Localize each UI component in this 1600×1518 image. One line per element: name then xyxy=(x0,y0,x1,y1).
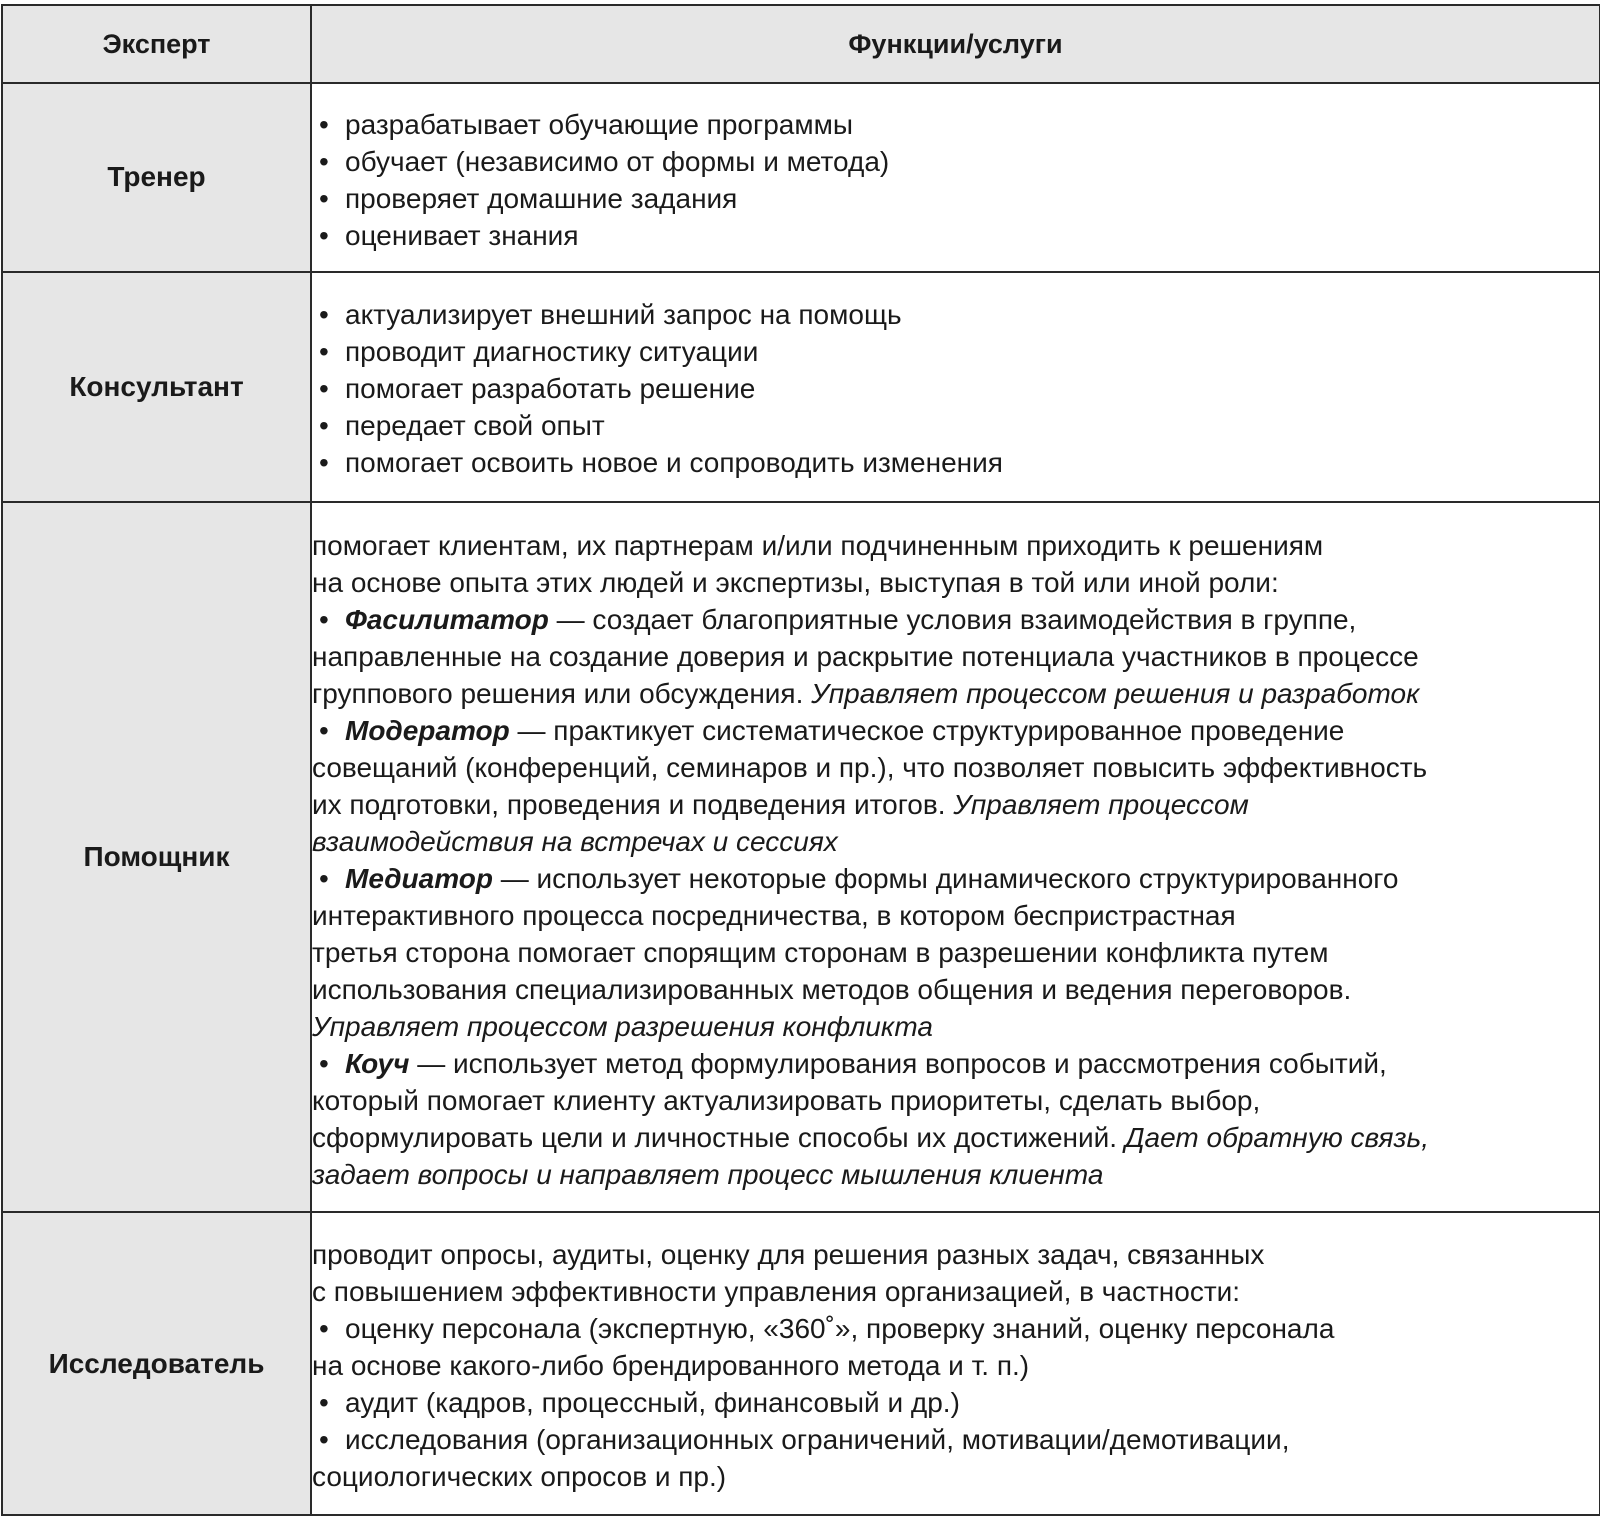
functions-consultant xyxy=(311,272,1600,503)
role-desc: — использует метод формулирования вопросов и рассмотрения событий, xyxy=(409,1048,1387,1080)
role-facilitator xyxy=(312,601,1599,638)
role-summary: Дает обратную связь, xyxy=(1124,1122,1430,1154)
expert-name-consultant: Консультант xyxy=(2,272,311,503)
list-item: • помогает освоить новое и сопроводить изменения xyxy=(312,444,1599,481)
role-desc-line: третья сторона помогает спорящим сторонам в разрешении конфликта путем xyxy=(312,937,1329,969)
table-row-consultant xyxy=(2,272,1600,503)
role-desc-line xyxy=(312,675,1599,712)
role-summary-line: взаимодействия на встречах и сессиях xyxy=(312,826,838,858)
role-desc-line xyxy=(312,786,1599,823)
role-coach xyxy=(312,1045,1599,1082)
expert-name-helper: Помощник xyxy=(2,502,311,1212)
list-item: • оценивает знания xyxy=(312,217,1599,254)
list-item: на основе какого-либо брендированного метода и т. п.) xyxy=(312,1350,1030,1382)
table-row-trainer xyxy=(2,83,1600,272)
experts-table xyxy=(1,4,1600,1516)
intro-line: на основе опыта этих людей и экспертизы, выступая в той или иной роли: xyxy=(312,567,1279,599)
role-term: Фасилитатор xyxy=(345,604,549,636)
list-item: • аудит (кадров, процессный, финансовый и др.) xyxy=(312,1384,1599,1421)
role-term: Коуч xyxy=(345,1048,410,1080)
role-desc-line: направленные на создание доверия и раскрытие потенциала участников в процессе xyxy=(312,641,1419,673)
header-functions: Функции/услуги xyxy=(311,5,1600,83)
header-row xyxy=(2,5,1600,83)
list-item: • оценку персонала (экспертную, «360˚», проверку знаний, оценку персонала xyxy=(312,1310,1599,1347)
list-item: • исследования (организационных ограничений, мотивации/демотивации, xyxy=(312,1421,1599,1458)
role-summary-line: Управляет процессом разрешения конфликта xyxy=(312,1011,933,1043)
header-expert: Эксперт xyxy=(2,5,311,83)
role-desc: — практикует систематическое структурированное проведение xyxy=(509,715,1345,747)
role-desc-line: интерактивного процесса посредничества, в котором беспристрастная xyxy=(312,900,1236,932)
role-desc: группового решения или обсуждения. xyxy=(312,678,812,710)
table-row-researcher xyxy=(2,1212,1600,1515)
expert-name-researcher: Исследователь xyxy=(2,1212,311,1515)
role-desc: — использует некоторые формы динамического структурированного xyxy=(492,863,1399,895)
role-desc-line: совещаний (конференций, семинаров и пр.), что позволяет повысить эффективность xyxy=(312,752,1428,784)
role-moderator xyxy=(312,712,1599,749)
role-desc-line: который помогает клиенту актуализировать приоритеты, сделать выбор, xyxy=(312,1085,1261,1117)
list-item: • разрабатывает обучающие программы xyxy=(312,106,1599,143)
list-item: • обучает (независимо от формы и метода) xyxy=(312,143,1599,180)
role-desc: — создает благоприятные условия взаимодействия в группе, xyxy=(548,604,1357,636)
role-summary-line: задает вопросы и направляет процесс мышления клиента xyxy=(312,1159,1104,1191)
list-item: • передает свой опыт xyxy=(312,407,1599,444)
list-item: • актуализирует внешний запрос на помощь xyxy=(312,296,1599,333)
list-item: социологических опросов и пр.) xyxy=(312,1461,727,1493)
expert-name-trainer: Тренер xyxy=(2,83,311,272)
functions-researcher xyxy=(311,1212,1600,1515)
role-term: Модератор xyxy=(345,715,510,747)
list-item: проводит опросы, аудиты, оценку для решения разных задач, связанных xyxy=(312,1239,1265,1271)
role-summary: Управляет процессом xyxy=(953,789,1249,821)
role-term: Медиатор xyxy=(345,863,493,895)
list-item: • помогает разработать решение xyxy=(312,370,1599,407)
role-mediator xyxy=(312,860,1599,897)
table-row-helper xyxy=(2,502,1600,1212)
list-item: • проводит диагностику ситуации xyxy=(312,333,1599,370)
role-desc-line xyxy=(312,1119,1599,1156)
functions-helper xyxy=(311,502,1600,1212)
role-desc: сформулировать цели и личностные способы их достижений. xyxy=(312,1122,1125,1154)
list-item: • проверяет домашние задания xyxy=(312,180,1599,217)
role-desc-line: использования специализированных методов общения и ведения переговоров. xyxy=(312,974,1352,1006)
intro-line: помогает клиентам, их партнерам и/или подчиненным приходить к решениям xyxy=(312,530,1324,562)
role-summary: Управляет процессом решения и разработок xyxy=(811,678,1420,710)
list-item: с повышением эффективности управления организацией, в частности: xyxy=(312,1276,1241,1308)
role-desc: их подготовки, проведения и подведения итогов. xyxy=(312,789,954,821)
functions-trainer xyxy=(311,83,1600,272)
